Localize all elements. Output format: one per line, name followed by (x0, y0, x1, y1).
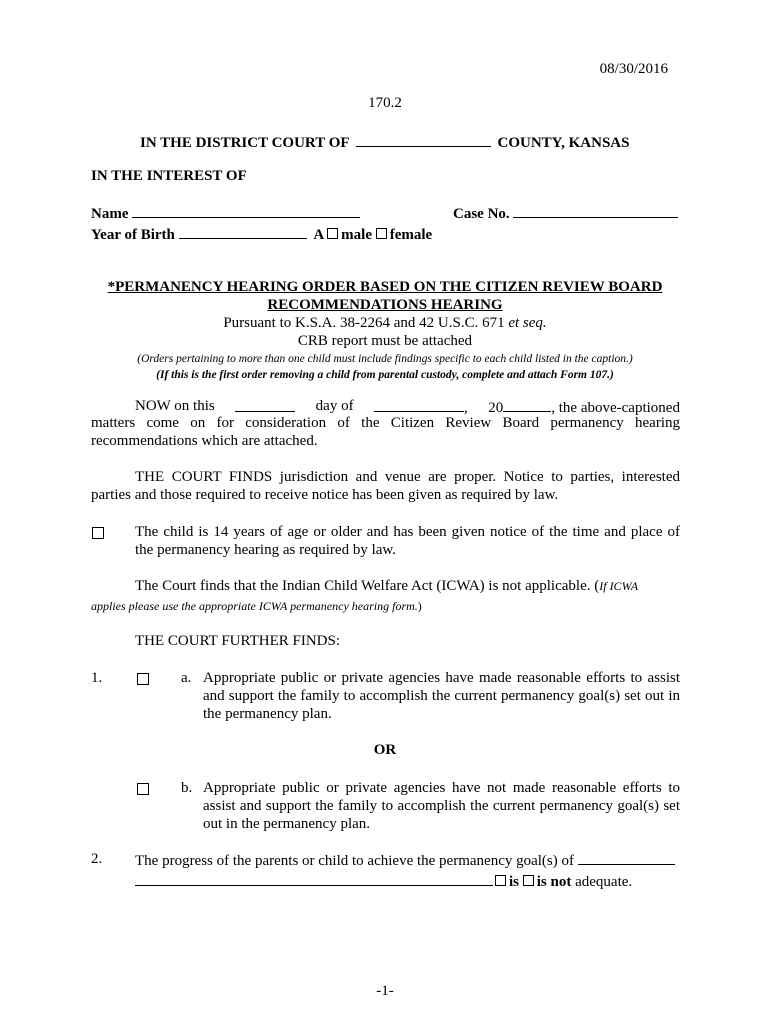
title-line1-text: *PERMANENCY HEARING ORDER BASED ON THE CITIZEN REVIEW BOARD (107, 279, 663, 295)
item1b-line1: Appropriate public or private agencies have not made reasonable efforts to (203, 780, 680, 796)
day-blank[interactable] (235, 397, 295, 412)
yob-label: Year of Birth (91, 227, 175, 243)
twenty: 20 (488, 400, 504, 416)
goal-blank-2[interactable] (135, 871, 493, 886)
item1b-line3: out in the permanency plan. (203, 816, 371, 832)
finds-line1: THE COURT FINDS jurisdiction and venue are proper. Notice to parties, interested (135, 469, 680, 485)
now-line: NOW on this day of , 20 , the above-captioned (135, 398, 680, 416)
goal-blank-1[interactable] (578, 850, 675, 865)
is-not-checkbox[interactable] (523, 875, 534, 886)
form-date: 08/30/2016 (599, 61, 668, 77)
item1b-letter: b. (181, 780, 193, 796)
pursuant-line (0, 314, 770, 332)
icwa-applies: applies please use the appropriate ICWA permanency hearing form. (91, 599, 418, 613)
above-captioned: , the above-captioned (551, 400, 680, 416)
is-checkbox[interactable] (495, 875, 506, 886)
case-blank[interactable] (513, 203, 678, 218)
item1-number: 1. (91, 670, 103, 686)
male-label: male (341, 227, 372, 243)
note-line2: (If this is the first order removing a child from parental custody, complete and attach Form 107.) (156, 369, 614, 381)
is-not-label: is not (536, 874, 572, 890)
child14-line2: the permanency hearing as required by law. (135, 542, 396, 558)
yob-blank[interactable] (179, 224, 307, 239)
matters-line: matters come on for consideration of the Citizen Review Board permanency hearing (91, 415, 680, 431)
female-checkbox[interactable] (376, 228, 387, 239)
yob-row (91, 224, 432, 244)
item2-text: The progress of the parents or child to achieve the permanency goal(s) of (135, 853, 574, 869)
court-prefix: IN THE DISTRICT COURT OF (140, 135, 349, 151)
icwa-main: The Court finds that the Indian Child Welfare Act (ICWA) is not applicable. ( (135, 578, 600, 594)
name-row (91, 203, 360, 223)
male-checkbox[interactable] (327, 228, 338, 239)
icwa-if: If ICWA (599, 579, 639, 593)
name-blank[interactable] (132, 203, 360, 218)
item1a-line3: the permanency plan. (203, 706, 332, 722)
item1a-line2: and support the family to accomplish the current permanency goal(s) set out in (203, 688, 680, 704)
court-suffix: COUNTY, KANSAS (497, 135, 630, 151)
child14-line1: The child is 14 years of age or older and has been given notice of the time and place of (135, 524, 680, 540)
title-line2-text: RECOMMENDATIONS HEARING (267, 297, 503, 313)
item1a-letter: a. (181, 670, 192, 686)
page-number: -1- (376, 983, 394, 999)
name-label: Name (91, 206, 129, 222)
icwa-line2: applies please use the appropriate ICWA permanency hearing form.) (91, 599, 422, 613)
form-number: 170.2 (368, 95, 402, 111)
recs-line: recommendations which are attached. (91, 433, 318, 449)
a-label: A (313, 227, 324, 243)
item1b-checkbox[interactable] (137, 783, 149, 795)
note-line1: (Orders pertaining to more than one child must include findings specific to each child listed in the caption.) (137, 353, 633, 365)
is-label: is (509, 874, 520, 890)
crb-line: CRB report must be attached (297, 333, 473, 349)
or-separator: OR (373, 742, 397, 758)
title-line1 (0, 278, 770, 296)
title-line2 (0, 296, 770, 314)
pursuant-text: Pursuant to K.S.A. 38-2264 and 42 U.S.C. 671 (223, 315, 505, 331)
et-seq-text: et seq. (508, 315, 547, 331)
item1b-line2: assist and support the family to accomplish the current permanency goal(s) set (203, 798, 680, 814)
icwa-line1 (135, 577, 680, 595)
interest-of: IN THE INTEREST OF (91, 168, 247, 184)
item2-line1 (135, 850, 675, 870)
finds-line2: parties and those required to receive notice has been given as required by law. (91, 487, 559, 503)
month-blank[interactable] (374, 397, 464, 412)
adequate-label: adequate. (575, 874, 633, 890)
item2-number: 2. (91, 851, 103, 867)
county-blank[interactable] (356, 132, 491, 147)
further-finds: THE COURT FURTHER FINDS: (135, 633, 341, 649)
female-label: female (389, 227, 433, 243)
item1a-checkbox[interactable] (137, 673, 149, 685)
day-of: day of (315, 398, 354, 414)
case-label: Case No. (453, 206, 510, 222)
child14-checkbox[interactable] (92, 527, 104, 539)
item2-line2 (135, 871, 632, 891)
court-heading (140, 132, 629, 152)
now-on-this: NOW on this (135, 398, 215, 414)
item1a-line1: Appropriate public or private agencies have made reasonable efforts to assist (203, 670, 680, 686)
year-blank[interactable] (503, 397, 551, 412)
case-row (453, 203, 678, 223)
